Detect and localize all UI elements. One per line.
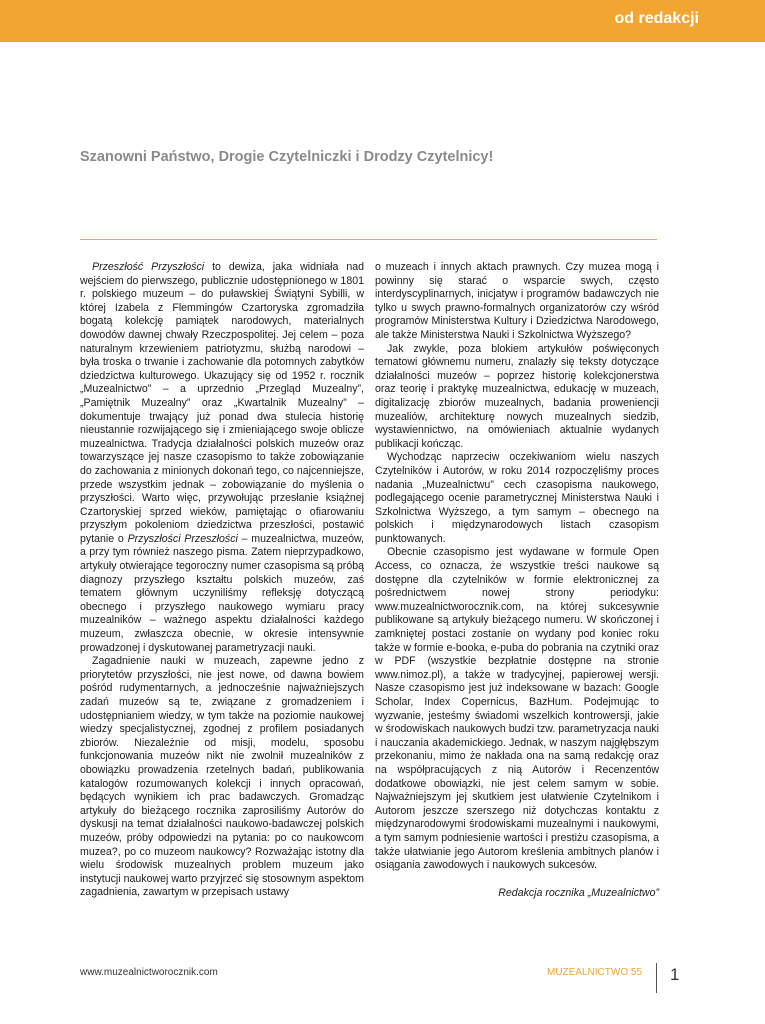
footer-journal-name: MUZEALNICTWO 55 [546,967,642,978]
header-bar [0,0,765,42]
page-number: 1 [670,965,680,984]
greeting-heading: Szanowni Państwo, Drogie Czytelniczki i Drodzy Czytelnicy! [80,149,494,165]
divider-rule [80,239,657,240]
motto-reversed-italic: Przyszłości Przeszłości [127,532,238,545]
paragraph-3: Jak zwykle, poza blokiem artykułów poświęconych tematowi głównemu numeru, znalazły się teksty dotyczące działalności muzeów – poprzez historię kolekcjonerstwa oraz teorię i praktykę muzealnictwa, edukację w muzeach, digitalizację zbiorów muzealnych, badania proweniencji muzealiów, architekturę nowych muzealnych siedzib, wystawiennictwo, na omówieniach aktualnie wydanych publikacji kończąc. [375,342,659,450]
footer-separator [656,963,657,993]
footer-url[interactable]: www.muzealnictworocznik.com [80,967,218,978]
section-title: od redakcji [614,10,699,27]
text-column-left [80,261,364,900]
text-column-right [375,261,659,900]
motto-italic: Przeszłość Przyszłości [92,261,205,273]
paragraph-1 [80,261,364,655]
paragraph-4: Wychodząc naprzeciw oczekiwaniom wielu naszych Czytelników i Autorów, w roku 2014 rozpoczęliśmy proces nadania „Muzealnictwu” cech czasopisma naukowego, podlegającego ocenie parametrycznej Ministerstwa Nauki i Szkolnictwa Wyższego, a tym samym – obecnego na polskich i międzynarodowych listach czasopism punktowanych. [375,451,659,545]
paragraph-5: Obecnie czasopismo jest wydawane w formule Open Access, co oznacza, że wszystkie treści naukowe są dostępne dla czytelników w formie elektronicznej za pośrednictwem nowej strony periodyku: www.muzealnictworocznik.com, na której sukcesywnie publikowane są artykuły bieżącego numeru. W skończonej i zamkniętej postaci zostanie on wydany pod koniec roku także w formie e-booka, e-puba do pobrania na czytniki oraz w PDF (wszystkie bezpłatnie dostępne na stronie www.nimoz.pl), a także w tradycyjnej, papierowej wersji. Nasze czasopismo jest już indeksowane w bazach: Google Scholar, Index Copernicus, BazHum. Podejmując to wyzwanie, jesteśmy świadomi wszelkich kontrowersji, jakie w środowiskach naukowych budzi tzw. parametryzacja nauki i nauczania akademickiego. Jednak, w naszym najgłębszym przekonaniu, mimo że nakłada ona na samą redakcję oraz na współpracujących z nią Autorów i Recenzentów dodatkowe obowiązki, nie jest celem samym w sobie. Najważniejszym jej skutkiem jest ułatwienie Czytelnikom i Autorom jeszcze szerszego niż dotychczas kontaktu z międzynarodowymi środowiskami muzealnymi i naukowymi, a tym samym podniesienie wartości i prestiżu czasopisma, a także ułatwianie jego Autorom kreślenia ambitnych planów i osiągania zawodowych i naukowych sukcesów. [375,546,659,872]
paragraph-2: Zagadnienie nauki w muzeach, zapewne jedno z priorytetów przyszłości, nie jest nowe, od dawna bowiem pośród rudymentarnych, a jednocześnie najważniejszych zadań muzeów są te, związane z gromadzeniem i udostępnianiem wiedzy, w tym także na poziomie naukowej wiedzy specjalistycznej, zgodnej z profilem posiadanych zbiorów. Niezależnie od misji, modelu, sposobu funkcjonowania muzeów nikt nie zwolnił muzealników z obowiązku prowadzenia rzetelnych badań, publikowania katalogów rozumowanych kolekcji i innych opracowań, będących wynikiem ich prac badawczych. Gromadząc artykuły do bieżącego rocznika zaprosiliśmy Autorów do dyskusji na temat działalności naukowo-badawczej polskich muzeów, próby odpowiedzi na pytania: po co naukowcom muzea?, po co muzeom naukowcy? Rozważając istotny dla wielu środowisk muzealnych problem muzeum jako instytucji naukowej warto przyjrzeć się stosownym aspektom zagadnienia, zawartym w przepisach ustawy [80,655,364,899]
paragraph-1-text-b: – muzealnictwa, muzeów, a przy tym również naszego pisma. Zatem nieprzypadkowo, artykuły otwierające tegoroczny numer czasopisma są próbą diagnozy przyszłego kształtu polskich muzeów, zaś tematem głównym uczyniliśmy refleksję dotyczącą obecnego i przyszłego naukowego wymiaru pracy muzealników – ważnego aspektu działalności każdego muzeum, zwłaszcza obecnie, w okresie intensywnie prowadzonej i dyskutowanej parametryzacji nauki. [80,532,364,654]
signature: Redakcja rocznika „Muzealnictwo” [498,886,659,899]
paragraph-2-continued: o muzeach i innych aktach prawnych. Czy muzea mogą i powinny się starać o wsparcie swych, często interdyscyplinarnych, inicjatyw i programów badawczych nie tylko u swych prawno-formalnych organizatorów czy wśród programów Ministerstwa Kultury i Dziedzictwa Narodowego, ale także Ministerstwa Nauki i Szkolnictwa Wyższego? [375,261,659,341]
paragraph-1-text-a: to dewiza, jaka widniała nad wejściem do pierwszego, publicznie udostępnionego w 1801 r. polskiego muzeum – do puławskiej Świątyni Sybilli, w której Izabela z Flemmingów Czartoryska zgromadziła bogatą kolekcję pamiątek narodowych, materialnych dowodów dawnej chwały Rzeczpospolitej. Jej celem – poza naturalnym krzewieniem patriotyzmu, służbą narodowi – była troska o trwanie i zachowanie dla potomnych zabytków dziedzictwa kulturowego. Ukazujący się od 1952 r. rocznik „Muzealnictwo” – a uprzednio „Przegląd Muzealny”, „Pamiętnik Muzealny” oraz „Kwartalnik Muzealny” – dokumentuje trwający już ponad dwa stulecia historię nieustannie rozwijającego się i zmieniającego swoje oblicze muzealnictwa. Tradycja działalności polskich muzeów oraz towarzyszące jej nasze czasopismo to także zobowiązanie do zachowania z minionych dokonań tego, co najcenniejsze, przede wszystkim jednak – zobowiązanie do myślenia o przyszłości. Warto więc, przywołując przesłanie książnej Czartoryskiej sprzed wieków, pamiętając o ofiarowaniu przyszłym pokoleniom dziedzictwa przeszłości, postawić pytanie o [80,261,364,545]
